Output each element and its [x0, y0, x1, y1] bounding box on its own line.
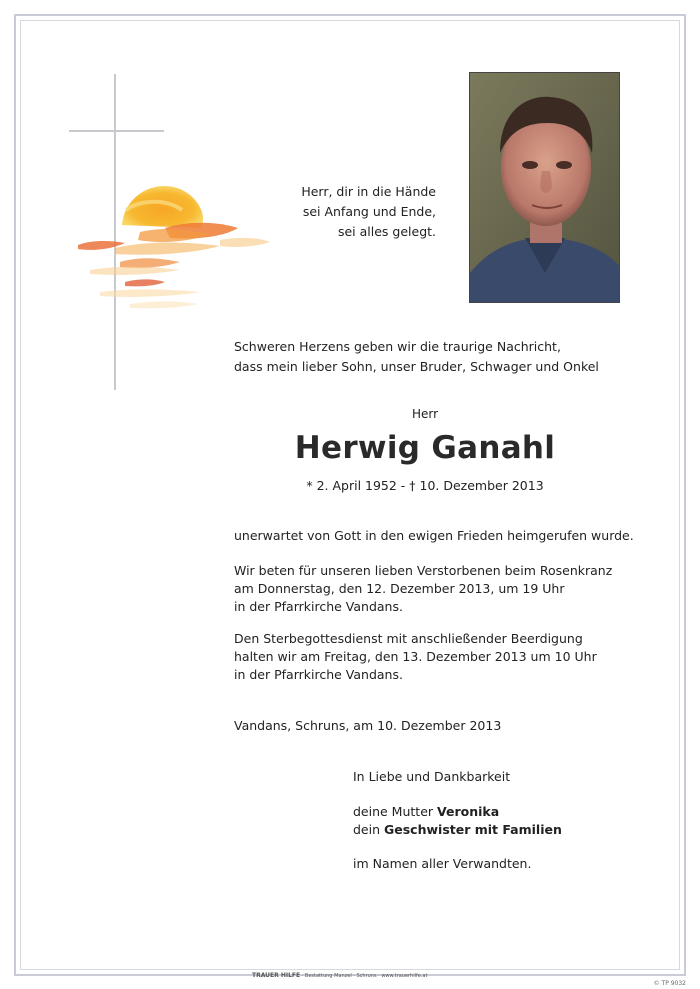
verse [216, 182, 436, 242]
called-home-text [234, 527, 634, 545]
intro-line: Schweren Herzens geben wir die traurige Nachricht, [234, 339, 561, 354]
rosary-notice [234, 562, 612, 616]
intro-line: dass mein lieber Sohn, unser Bruder, Schwager und Onkel [234, 359, 599, 374]
mourners [353, 803, 562, 839]
body-line: Vandans, Schruns, am 10. Dezember 2013 [234, 718, 502, 733]
relatives-text: im Namen aller Verwandten. [353, 856, 532, 871]
body-line: am Donnerstag, den 12. Dezember 2013, um 19 Uhr [234, 581, 565, 596]
body-line: halten wir am Freitag, den 13. Dezember 2013 um 10 Uhr [234, 649, 597, 664]
siblings-line [353, 821, 562, 839]
verse-line: Herr, dir in die Hände [301, 184, 436, 199]
body-line: in der Pfarrkirche Vandans. [234, 599, 403, 614]
footer-text: · Bestattung Manzel · Schruns · www.trauerhilfe.at [300, 973, 428, 979]
verse-line: sei alles gelegt. [337, 224, 436, 239]
mother-prefix: deine Mutter [353, 804, 437, 819]
closing-text: In Liebe und Dankbarkeit [353, 769, 511, 784]
body-line: Wir beten für unseren lieben Verstorbenen beim Rosenkranz [234, 563, 613, 578]
mother-name: Veronika [437, 804, 500, 819]
place-date [234, 717, 501, 735]
mother-line [353, 803, 562, 821]
honorific: Herr [411, 407, 439, 421]
closing-line [353, 768, 510, 786]
footer [252, 972, 427, 979]
product-code: © TP 9032 [653, 980, 686, 987]
intro-text [234, 337, 599, 377]
siblings-name: Geschwister mit Familien [384, 822, 562, 837]
siblings-prefix: dein [353, 822, 384, 837]
body-line: in der Pfarrkirche Vandans. [234, 667, 403, 682]
funeral-notice [234, 630, 597, 684]
body-line: unerwartet von Gott in den ewigen Frieden heimgerufen wurde. [234, 528, 634, 543]
footer-brand: TRAUER HILFE [252, 972, 301, 979]
deceased-name: Herwig Ganahl [294, 430, 556, 466]
relatives-line [353, 855, 531, 873]
life-dates: * 2. April 1952 - † 10. Dezember 2013 [306, 478, 544, 493]
verse-line: sei Anfang und Ende, [302, 204, 436, 219]
body-line: Den Sterbegottesdienst mit anschließender Beerdigung [234, 631, 583, 646]
portrait-photo [469, 72, 620, 303]
